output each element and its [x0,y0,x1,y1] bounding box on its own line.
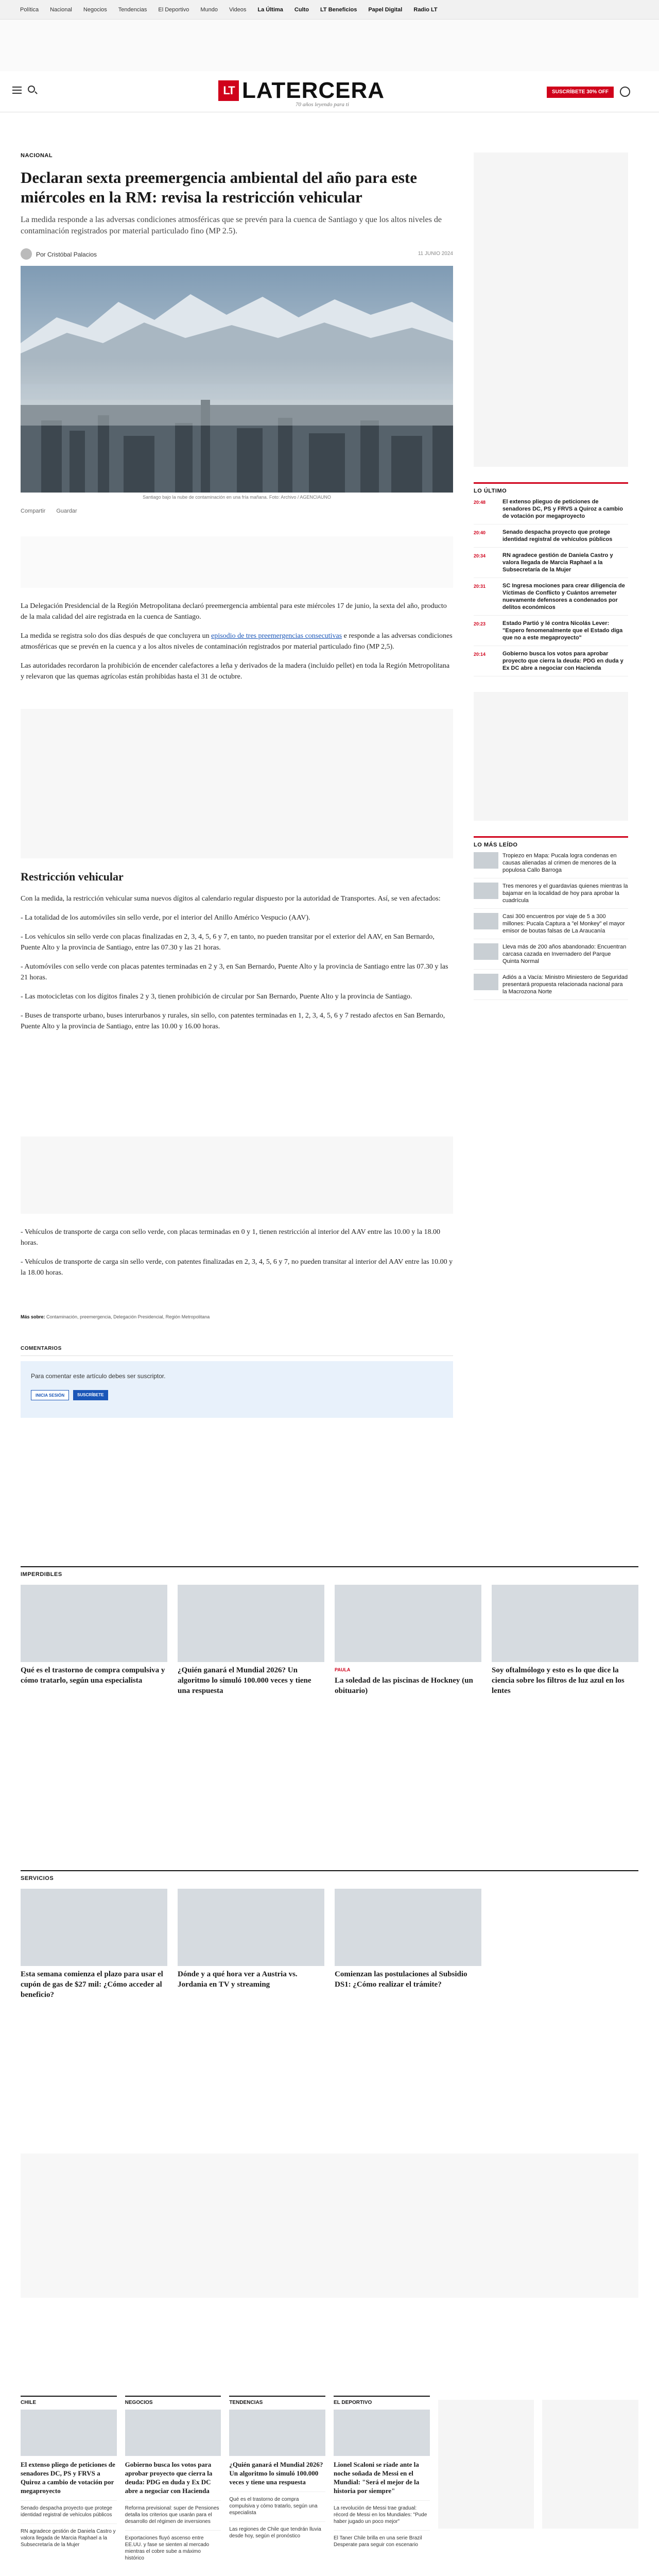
section-column [438,2396,534,2562]
servicios-title: SERVICIOS [21,1870,638,1882]
most-read-text: Casi 300 encuentros por viaje de 5 a 300 millones: Pucala Captura a "el Monkey" el mayor emisor de boutas falsas de La Araucanía [502,913,625,934]
search-icon[interactable] [28,86,35,93]
image-caption: Santiago bajo la nube de contaminación en una fría mañana. Foto: Archivo / AGENCIAUNO [143,495,331,500]
ad-inline-3 [21,1137,453,1214]
most-read-text: Tres menores y el guardavías quienes mientras la bajamar en la localidad de hoy para aprobar la cuadrícula [502,883,628,904]
site-logo[interactable] [218,78,440,106]
article-tags [21,1314,453,1319]
most-read-text: Adiós a a Vacía: Ministro Miniestero de Seguridad presentará propuesta relacionada nacional para la Macrozona Norte [502,974,628,995]
ad-inline-1 [21,536,453,588]
most-read-item[interactable] [474,848,628,878]
restriction-item: - Vehículos de transporte de carga con sello verde, con placas terminadas en 0 y 1, tienen restricción al interior del AAV entre las 10.00 y la 18.00 horas. [21,1228,440,1247]
logo-wordmark: LATERCERA [242,78,385,103]
top-nav-item[interactable]: LT Beneficios [320,7,357,13]
imperdibles-section [21,1566,638,1696]
section-column-sub[interactable]: Senado despacha proyecto que protege identidad registral de vehículos públicos [21,2500,117,2518]
latest-time: 20:48 [474,500,486,505]
imperdible-card[interactable] [178,1585,324,1696]
restriction-item: - Automóviles con sello verde con placas patentes terminadas en 2 y 3, en San Bernardo, Puente Alto y la provincia de Santiago entre las 07.30 y las 21 horas. [21,963,448,981]
sections-row-1 [21,2396,638,2562]
imperdible-card[interactable] [21,1585,167,1696]
latest-item[interactable] [474,524,628,548]
ad-wide-1 [21,2154,638,2298]
section-column-image [21,2410,117,2456]
paragraph-with-link [21,631,453,652]
inline-link[interactable]: episodio de tres preemergencias consecutivas [211,632,342,640]
hero-image [21,266,453,493]
top-nav-item[interactable]: Mundo [200,7,218,13]
comments-section [21,1346,453,1418]
section-column-lead[interactable]: ¿Quién ganará el Mundial 2026? Un algoritmo lo simuló 100.000 veces y tiene una respuesta [229,2461,323,2486]
top-nav-item[interactable]: Negocios [83,7,107,13]
servicio-card[interactable] [335,1889,481,2000]
site-header [0,71,659,112]
comments-prompt: Para comentar este artículo debes ser suscriptor. [31,1372,166,1380]
section-column-sub[interactable]: La revolución de Messi trae gradual: récord de Messi en los Mundiales: "Pude haber jugado un poco mejor" [334,2500,430,2525]
comments-paywall [21,1361,453,1418]
section-column-lead[interactable]: Lionel Scaloni se ríade ante la noche soñada de Messi en el Mundial: "Será el mejor de la historia por siempre" [334,2461,420,2495]
article-headline: Declaran sexta preemergencia ambiental del año para este miércoles en la RM: revisa la restricción vehicular [21,168,417,206]
top-nav-item[interactable]: El Deportivo [158,7,189,13]
section-column-sub[interactable]: Las regiones de Chile que tendrán lluvia desde hoy, según el pronóstico [229,2521,325,2539]
menu-icon[interactable] [12,87,22,94]
most-read-item[interactable] [474,939,628,970]
most-read-list [474,848,628,1000]
publish-date: 11 JUNIO 2024 [418,251,453,257]
share-button[interactable]: Compartir [21,508,46,514]
card-image [21,1585,167,1662]
latest-text: SC Ingresa mociones para crear diligencia de Víctimas de Conflicto y Cuántos arremeter nuevamente defensores a condenados por delitos económicos [502,583,625,611]
most-read-thumbnail [474,943,498,960]
cargo-section [21,1227,453,1286]
latest-item[interactable] [474,578,628,616]
section-column-sub[interactable]: Qué es el trastorno de compra compulsiva y cómo tratarlo, según una especialista [229,2492,325,2516]
top-nav-item[interactable]: Papel Digital [368,7,403,13]
most-read-item[interactable] [474,878,628,909]
paragraph: Las autoridades recordaron la prohibición de encender calefactores a leña y derivados de la madera (incluido pellet) en toda la Región Metropolitana y relevaron que las quemas agrícolas están prohibidas hasta el 31 de octubre. [21,662,450,681]
article [21,152,453,1398]
card-spacer [492,1889,638,2000]
restriction-section [21,871,453,1040]
latest-text: RN agradece gestión de Daniela Castro y valora llegada de Marcia Raphael a la Subsecretaría de la Mujer [502,552,613,573]
ad-sidebar-1 [474,152,628,467]
paragraph: La Delegación Presidencial de la Región Metropolitana declaró preemergencia ambiental para este miércoles 17 de junio, la sexta del año, producto de la mala calidad del aire registrada en la cuenca de Santiago. [21,602,447,621]
article-actions [21,508,86,521]
latest-time: 20:23 [474,621,486,626]
servicio-card[interactable] [178,1889,324,2000]
latest-time: 20:14 [474,652,486,657]
section-column-ad [438,2400,534,2529]
ad-sidebar-2 [474,692,628,821]
comments-subscribe-button[interactable]: SUSCRÍBETE [73,1390,108,1400]
comments-title: COMENTARIOS [21,1346,453,1356]
author-avatar [21,248,32,260]
most-read-thumbnail [474,913,498,929]
save-button[interactable]: Guardar [56,508,77,514]
restriction-item: - Los vehículos sin sello verde con placas finalizadas en 2, 3, 4, 5, 6 y 7, en tanto, no pueden transitar por el exterior del AAV, en San Bernardo, Puente Alto y la provincia de Santiago, entre las 07.30 y las 21 horas. [21,933,435,952]
card-image [21,1889,167,1966]
latest-news [474,482,628,676]
latest-text: El extenso plieguo de peticiones de senadores DC, PS y FRVS a Quiroz a cambio de votación por megaproyecto [502,499,623,519]
top-nav-list [0,0,659,20]
smog-city-illustration [21,266,453,493]
section-column-title[interactable]: EL DEPORTIVO [334,2396,430,2405]
section-column-sub[interactable]: Exportaciones fluyó ascenso entre EE.UU. y fase se sienten al mercado mientras el cobre sube a máximo histórico [125,2530,221,2562]
section-column-title[interactable]: CHILE [21,2396,117,2405]
latest-text: Senado despacha proyecto que protege identidad registral de vehículos públicos [502,529,613,543]
most-read [474,836,628,1000]
login-button[interactable]: INICIA SESIÓN [31,1390,69,1400]
section-column [542,2396,638,2562]
section-column-image [229,2410,325,2456]
article-body [21,601,453,690]
top-navigation [0,0,659,20]
latest-title: LO ÚLTIMO [474,482,628,494]
subscribe-button[interactable]: SUSCRÍBETE 30% OFF [547,87,614,98]
card-title: La soledad de las piscinas de Hockney (un obituario) [335,1676,473,1695]
ad-banner-top [0,20,659,71]
imperdibles-title: IMPERDIBLES [21,1566,638,1578]
card-image [335,1889,481,1966]
top-nav-item[interactable]: Radio LT [413,7,438,13]
restriction-item: - Buses de transporte urbano, buses interurbanos y rurales, sin sello, con patentes terminadas en 1, 2, 3, 4, 5, 6 y 7 restado afectos en San Bernardo, Puente Alto y la provincia de Santiago, entre las 10.00 y 16.00 horas. [21,1012,445,1030]
top-nav-item[interactable]: Culto [294,7,309,13]
tags-label: Más sobre: [21,1314,45,1319]
servicios-section [21,1870,638,2000]
section-column-title[interactable]: TENDENCIAS [229,2396,325,2405]
restriction-item: - Las motocicletas con los dígitos finales 2 y 3, tienen prohibición de circular por San Bernardo, Puente Alto y la provincia de Santiago. [21,993,412,1001]
section-column [21,2396,117,2562]
latest-item[interactable] [474,548,628,578]
latest-text: Gobierno busca los votos para aprobar proyecto que cierra la deuda: PDG en duda y Ex DC abre a negociar con Hacienda [502,651,623,671]
top-nav-item[interactable]: Videos [229,7,247,13]
most-read-thumbnail [474,974,498,990]
top-nav-item[interactable]: Nacional [50,7,72,13]
section-column-lead[interactable]: Gobierno busca los votos para aprobar proyecto que cierra la deuda: PDG en duda y Ex DC abre a negociar con Hacienda [125,2461,213,2495]
logo-tagline: 70 años leyendo para ti [296,101,349,108]
card-image [335,1585,481,1662]
restriction-item: - La totalidad de los automóviles sin sello verde, por el interior del Anillo Américo Vespucio (AAV). [21,914,310,922]
card-title: Dónde y a qué hora ver a Austria vs. Jordania en TV y streaming [178,1970,298,1989]
restriction-item: - Vehículos de transporte de carga sin sello verde, con patentes finalizadas en 2, 3, 4, 5, 6 y 7, no pueden transitar al interior del AAV entre las 10.00 y la 18.00 horas. [21,1258,453,1277]
latest-item[interactable] [474,646,628,676]
most-read-text: Tropiezo en Mapa: Pucala logra condenas en causas alienadas al crimen de menores de la populosa Callo Barroga [502,853,617,873]
imperdible-card[interactable] [492,1585,638,1696]
latest-time: 20:40 [474,530,486,535]
ad-inline-2 [21,709,453,858]
sidebar [474,152,628,1000]
card-image [492,1585,638,1662]
card-title: Qué es el trastorno de compra compulsiva y cómo tratarlo, según una especialista [21,1666,165,1685]
latest-text: Estado Partió y lé contra Nicolás Lever: "Espero fenomenalmente que el Estado diga que no a este megaproyecto" [502,620,623,641]
section-column-sub[interactable]: El Taner Chile brilla en una serie Brazil Desperate para seguir con escenario [334,2530,430,2548]
most-read-thumbnail [474,883,498,899]
top-nav-item[interactable]: Tendencias [118,7,147,13]
servicio-card[interactable] [21,1889,167,2000]
card-title: Soy oftalmólogo y esto es lo que dice la ciencia sobre los filtros de luz azul en los lentes [492,1666,625,1695]
tags-list[interactable]: Contaminación, preemergencia, Delegación Presidencial, Región Metropolitana [46,1314,210,1319]
section-tag[interactable]: NACIONAL [21,152,53,159]
section-column-lead[interactable]: El extenso pliego de peticiones de senadores DC, PS y FRVS a Quiroz a cambio de votación por megaproyecto [21,2461,115,2495]
card-kicker: PAULA [335,1667,351,1672]
most-read-item[interactable] [474,970,628,1000]
article-dek: La medida responde a las adversas condiciones atmosféricas que se prevén para la cuenca de Santiago y que los altos niveles de contaminación registrados por material particulado fino (MP 2.5). [21,215,442,235]
section-column-image [125,2410,221,2456]
most-read-text: Lleva más de 200 años abandonado: Encuentran carcasa cazada en Invernadero del Parque Quinta Normal [502,944,627,964]
top-nav-item[interactable]: Política [20,7,39,13]
imperdible-card[interactable] [335,1585,481,1696]
restriction-intro: Con la medida, la restricción vehicular suma nuevos dígitos al calendario regular dispuesto por la autoridad de Transportes. Así, se ven afectados: [21,895,441,903]
card-image [178,1585,324,1662]
card-title: Esta semana comienza el plazo para usar el cupón de gas de $27 mil: ¿Cómo acceder al beneficio? [21,1970,163,1999]
section-column-sub[interactable]: RN agradece gestión de Daniela Castro y valora llegada de Marcia Raphael a la Subsecretaría de la Mujer [21,2523,117,2548]
section-column [125,2396,221,2562]
servicios-cards [21,1889,638,2000]
section-column [229,2396,325,2562]
section-column-ad [542,2400,638,2529]
sections-grid-1 [21,2396,638,2562]
latest-item[interactable] [474,616,628,646]
section-column-sub[interactable]: Reforma previsional: super de Pensiones detalla los criterios que usarán para el desarrollo del régimen de inversiones [125,2500,221,2525]
byline [21,246,453,262]
section-column-image [334,2410,430,2456]
card-image [178,1889,324,1966]
latest-list [474,494,628,676]
latest-time: 20:31 [474,584,486,589]
section-column-title[interactable]: NEGOCIOS [125,2396,221,2405]
restriction-heading: Restricción vehicular [21,870,124,883]
most-read-item[interactable] [474,909,628,939]
logo-mark: LT [218,80,239,101]
user-icon[interactable] [620,87,630,97]
latest-item[interactable] [474,494,628,524]
card-title: Comienzan las postulaciones al Subsidio DS1: ¿Cómo realizar el trámite? [335,1970,467,1989]
most-read-title: LO MÁS LEÍDO [474,836,628,848]
top-nav-item[interactable]: La Última [257,7,283,13]
latest-time: 20:34 [474,553,486,558]
cargo-restriction-list [21,1227,453,1278]
paragraph-text: La medida se registra solo dos días después de que concluyera un episodio de tres preemergencias consecutivas e responde a las adversas condiciones atmosféricas que se prevén en la cuenca y a los altos niveles de contaminación registrados por material particulado fino (MP 2,5). [21,632,453,651]
section-column [334,2396,430,2562]
imperdibles-cards [21,1585,638,1696]
author-name[interactable]: Por Cristóbal Palacios [36,251,97,258]
card-title: ¿Quién ganará el Mundial 2026? Un algoritmo lo simuló 100.000 veces y tiene una respuesta [178,1666,311,1695]
restriction-list [21,912,453,1032]
most-read-thumbnail [474,852,498,869]
